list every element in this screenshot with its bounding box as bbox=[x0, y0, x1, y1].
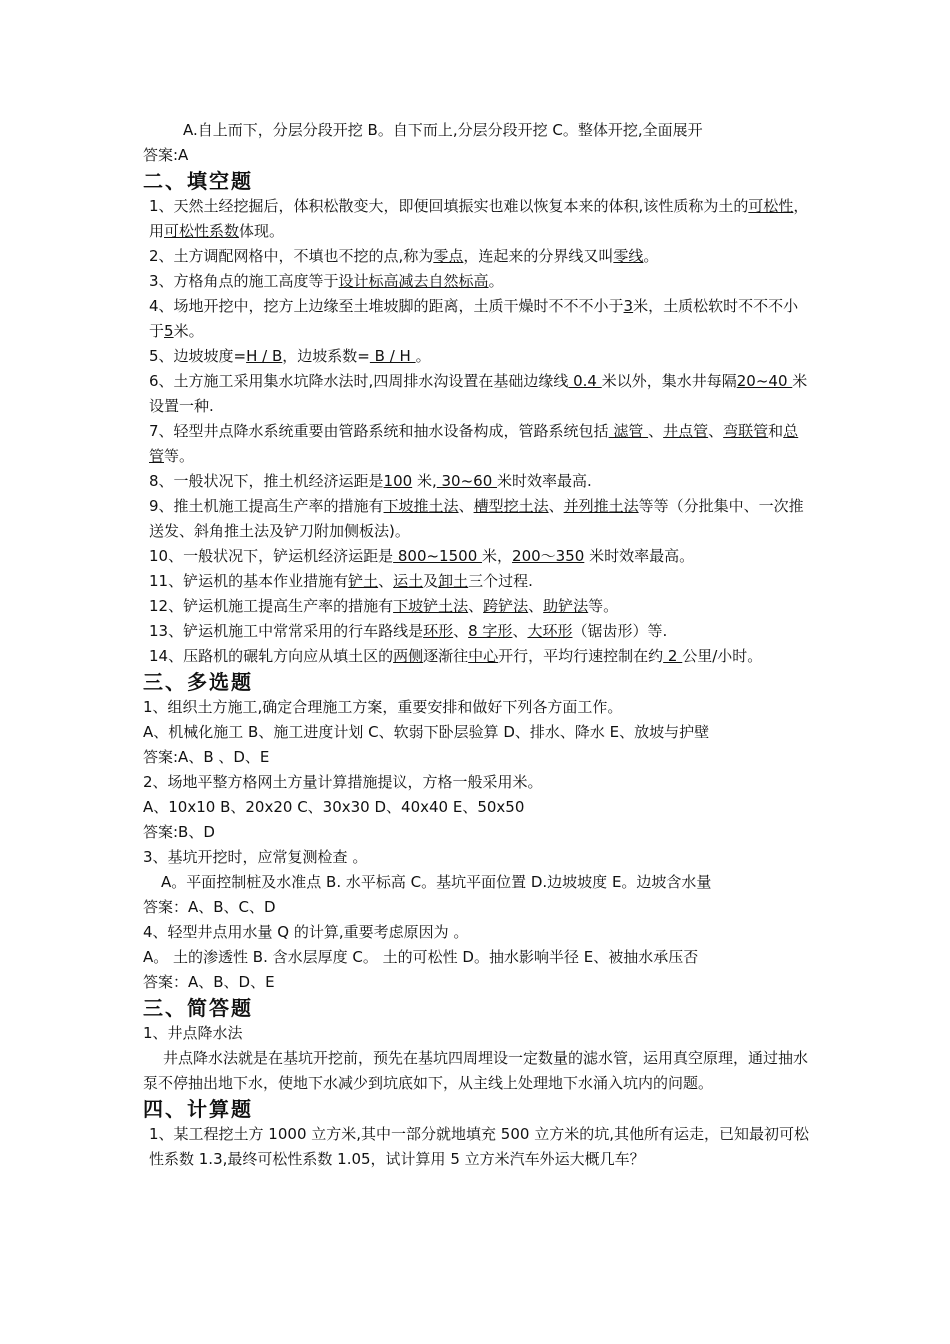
fill-q13: 13、铲运机施工中常常采用的行车路线是环形、8 字形、大环形（锯齿形）等. bbox=[149, 622, 668, 640]
fill-q12: 12、铲运机施工提高生产率的措施有下坡铲土法、跨铲法、助铲法等。 bbox=[149, 597, 619, 615]
multi-line: A、10x10 B、20x20 C、30x30 D、40x40 E、50x50 bbox=[143, 798, 525, 816]
section-heading-fill: 二、填空题 bbox=[143, 169, 253, 193]
fill-q7: 7、轻型井点降水系统重要由管路系统和抽水设备构成，管路系统包括 滤管 、井点管、弯联管和总管等。 bbox=[149, 422, 799, 465]
multi-line: 答案：A、B、D、E bbox=[143, 973, 275, 991]
fill-q3: 3、方格角点的施工高度等于设计标高减去自然标高。 bbox=[149, 272, 504, 290]
fill-q14: 14、压路机的碾轧方向应从填土区的两侧逐渐往中心开行，平均行速控制在约 2 公里/小时。 bbox=[149, 647, 763, 665]
section-heading-calc: 四、计算题 bbox=[143, 1097, 253, 1121]
multi-line: 3、基坑开挖时，应常复测检查 。 bbox=[143, 848, 368, 866]
section-heading-multi: 三、多选题 bbox=[143, 670, 253, 694]
fill-q10: 10、一般状况下，铲运机经济运距是 800~1500 米，200～350 米时效率最高。 bbox=[149, 547, 695, 565]
multi-line: A。平面控制桩及水准点 B. 水平标高 C。基坑平面位置 D.边坡坡度 E。边坡含水量 bbox=[161, 873, 712, 891]
short-question: 1、井点降水法 bbox=[143, 1024, 243, 1042]
multi-line: 1、组织土方施工,确定合理施工方案，重要安排和做好下列各方面工作。 bbox=[143, 698, 623, 716]
multi-line: 答案:A、B 、D、E bbox=[143, 748, 270, 766]
multi-line: A、机械化施工 B、施工进度计划 C、软弱下卧层验算 D、排水、降水 E、放坡与护壁 bbox=[143, 723, 710, 741]
answer-line: 答案:A bbox=[143, 146, 189, 164]
multi-line: A。 土的渗透性 B. 含水层厚度 C。 土的可松性 D。抽水影响半径 E、被抽水承压否 bbox=[143, 948, 699, 966]
calc-question: 1、某工程挖土方 1000 立方米,其中一部分就地填充 500 立方米的坑,其他所有运走，已知最初可松性系数 1.3,最终可松性系数 1.05，试计算用 5 立方米汽车外运大概几车？ bbox=[149, 1125, 809, 1168]
multi-line: 答案：A、B、C、D bbox=[143, 898, 276, 916]
section-heading-short: 三、简答题 bbox=[143, 996, 253, 1020]
short-answer: 井点降水法就是在基坑开挖前，预先在基坑四周埋设一定数量的滤水管，运用真空原理，通过抽水泵不停抽出地下水，使地下水减少到坑底如下，从主线上处理地下水涌入坑内的问题。 bbox=[143, 1049, 809, 1092]
fill-q6: 6、土方施工采用集水坑降水法时,四周排水沟设置在基础边缘线 0.4 米以外，集水井每隔20~40 米设置一种. bbox=[149, 372, 808, 415]
multi-line: 4、轻型井点用水量 Q 的计算,重要考虑原因为 。 bbox=[143, 923, 469, 941]
fill-q9: 9、推土机施工提高生产率的措施有下坡推土法、槽型挖土法、并列推土法等等（分批集中、一次推送发、斜角推土法及铲刀附加侧板法)。 bbox=[149, 497, 804, 540]
fill-q11: 11、铲运机的基本作业措施有铲土、运土及卸土三个过程. bbox=[149, 572, 533, 590]
multi-line: 2、场地平整方格网土方量计算措施提议，方格一般采用米。 bbox=[143, 773, 543, 791]
fill-q1: 1、天然土经挖掘后，体积松散变大，即便回填振实也难以恢复本来的体积,该性质称为土的可松性，用可松性系数体现。 bbox=[149, 197, 809, 240]
fill-q2: 2、土方调配网格中，不填也不挖的点,称为零点，连起来的分界线又叫零线。 bbox=[149, 247, 659, 265]
multi-line: 答案:B、D bbox=[143, 823, 215, 841]
document-page bbox=[143, 118, 811, 1172]
fill-q5: 5、边坡坡度=H / B，边坡系数= B / H 。 bbox=[149, 347, 431, 365]
fill-q8: 8、一般状况下，推土机经济运距是100 米, 30~60 米时效率最高. bbox=[149, 472, 592, 490]
fill-q4: 4、场地开挖中，挖方上边缘至土堆坡脚的距离，土质干燥时不不不小于3米，土质松软时不不不小于5米。 bbox=[149, 297, 799, 340]
options-line: A.自上而下，分层分段开挖 B。自下而上,分层分段开挖 C。整体开挖,全面展开 bbox=[183, 121, 703, 139]
